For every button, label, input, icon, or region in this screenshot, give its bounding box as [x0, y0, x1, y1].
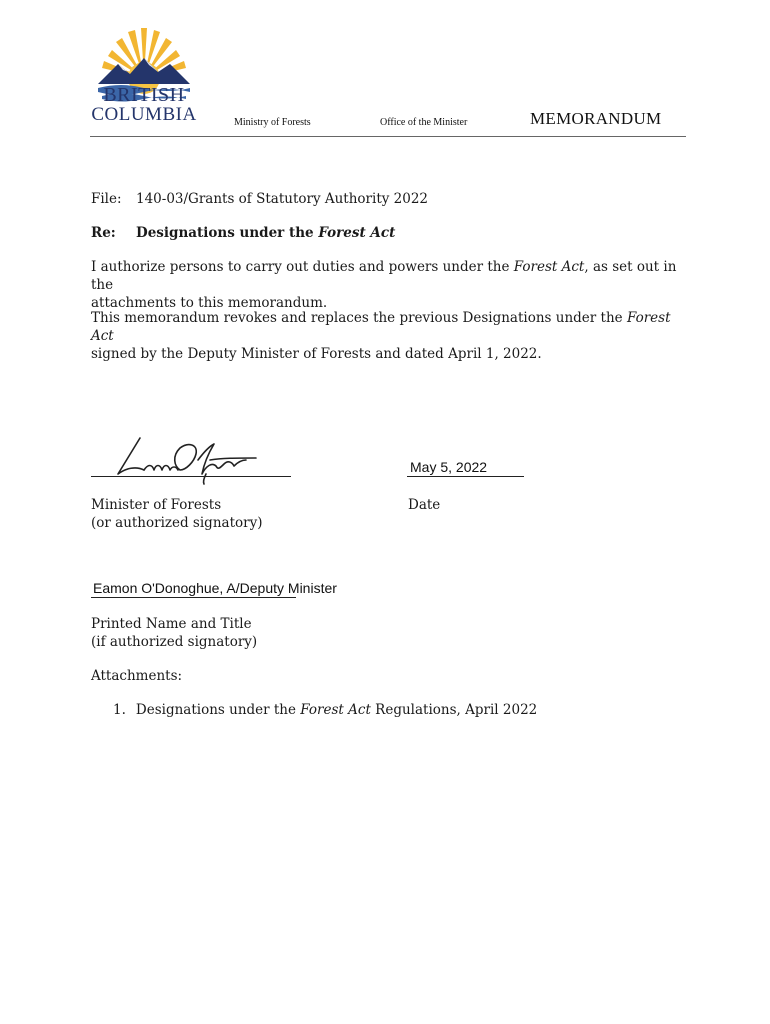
logo-wordmark — [88, 86, 200, 124]
attachment-italic: Forest Act — [300, 702, 371, 718]
date-line — [407, 476, 524, 477]
re-subject — [136, 224, 395, 242]
date-value: May 5, 2022 — [410, 459, 488, 475]
printed-label-line1: Printed Name and Title — [91, 616, 252, 632]
para1-text-b: , as set out in the — [91, 259, 677, 293]
attachment-item — [113, 701, 537, 719]
ministry-name: Ministry of Forests — [234, 117, 311, 128]
attachment-suffix: Regulations, April 2022 — [370, 702, 538, 718]
para1-italic: Forest Act — [513, 259, 585, 275]
paragraph-1-line2: attachments to this memorandum. — [91, 295, 328, 311]
paragraph-1-line1 — [91, 258, 691, 294]
attachments-label: Attachments: — [91, 668, 183, 684]
logo-line2: COLUMBIA — [91, 104, 197, 125]
document-type: MEMORANDUM — [530, 109, 662, 128]
para2-italic: Forest Act — [91, 310, 671, 344]
printed-name-caption — [91, 615, 257, 651]
para1-text-a: I authorize persons to carry out duties and powers under the — [91, 259, 514, 275]
signer-line1: Minister of Forests — [91, 497, 222, 513]
paragraph-2 — [91, 309, 691, 363]
printed-name-line — [91, 597, 296, 598]
re-label: Re: — [91, 225, 116, 241]
para2-text-a: This memorandum revokes and replaces the previous Designations under the — [91, 310, 627, 326]
paragraph-2-line2: signed by the Deputy Minister of Forests and dated April 1, 2022. — [91, 346, 542, 362]
signer-caption — [91, 496, 262, 532]
printed-label-line2: (if authorized signatory) — [91, 634, 258, 650]
paragraph-2-line1 — [91, 309, 691, 345]
file-label: File: — [91, 191, 122, 207]
header-divider — [90, 136, 686, 137]
printed-name-value: Eamon O'Donoghue, A/Deputy Minister — [93, 580, 337, 596]
logo-line1: BRITISH — [103, 84, 185, 106]
signer-line2: (or authorized signatory) — [91, 515, 263, 531]
signature-line — [91, 476, 291, 477]
re-prefix: Designations under the — [136, 225, 319, 241]
paragraph-1 — [91, 258, 691, 312]
attachment-prefix: Designations under the — [135, 702, 301, 718]
attachment-number: 1. — [113, 702, 126, 718]
file-value: 140-03/Grants of Statutory Authority 2022 — [136, 191, 429, 207]
office-name: Office of the Minister — [380, 117, 468, 128]
signature-image — [110, 430, 260, 486]
date-label: Date — [408, 497, 441, 513]
re-italic: Forest Act — [318, 225, 396, 241]
